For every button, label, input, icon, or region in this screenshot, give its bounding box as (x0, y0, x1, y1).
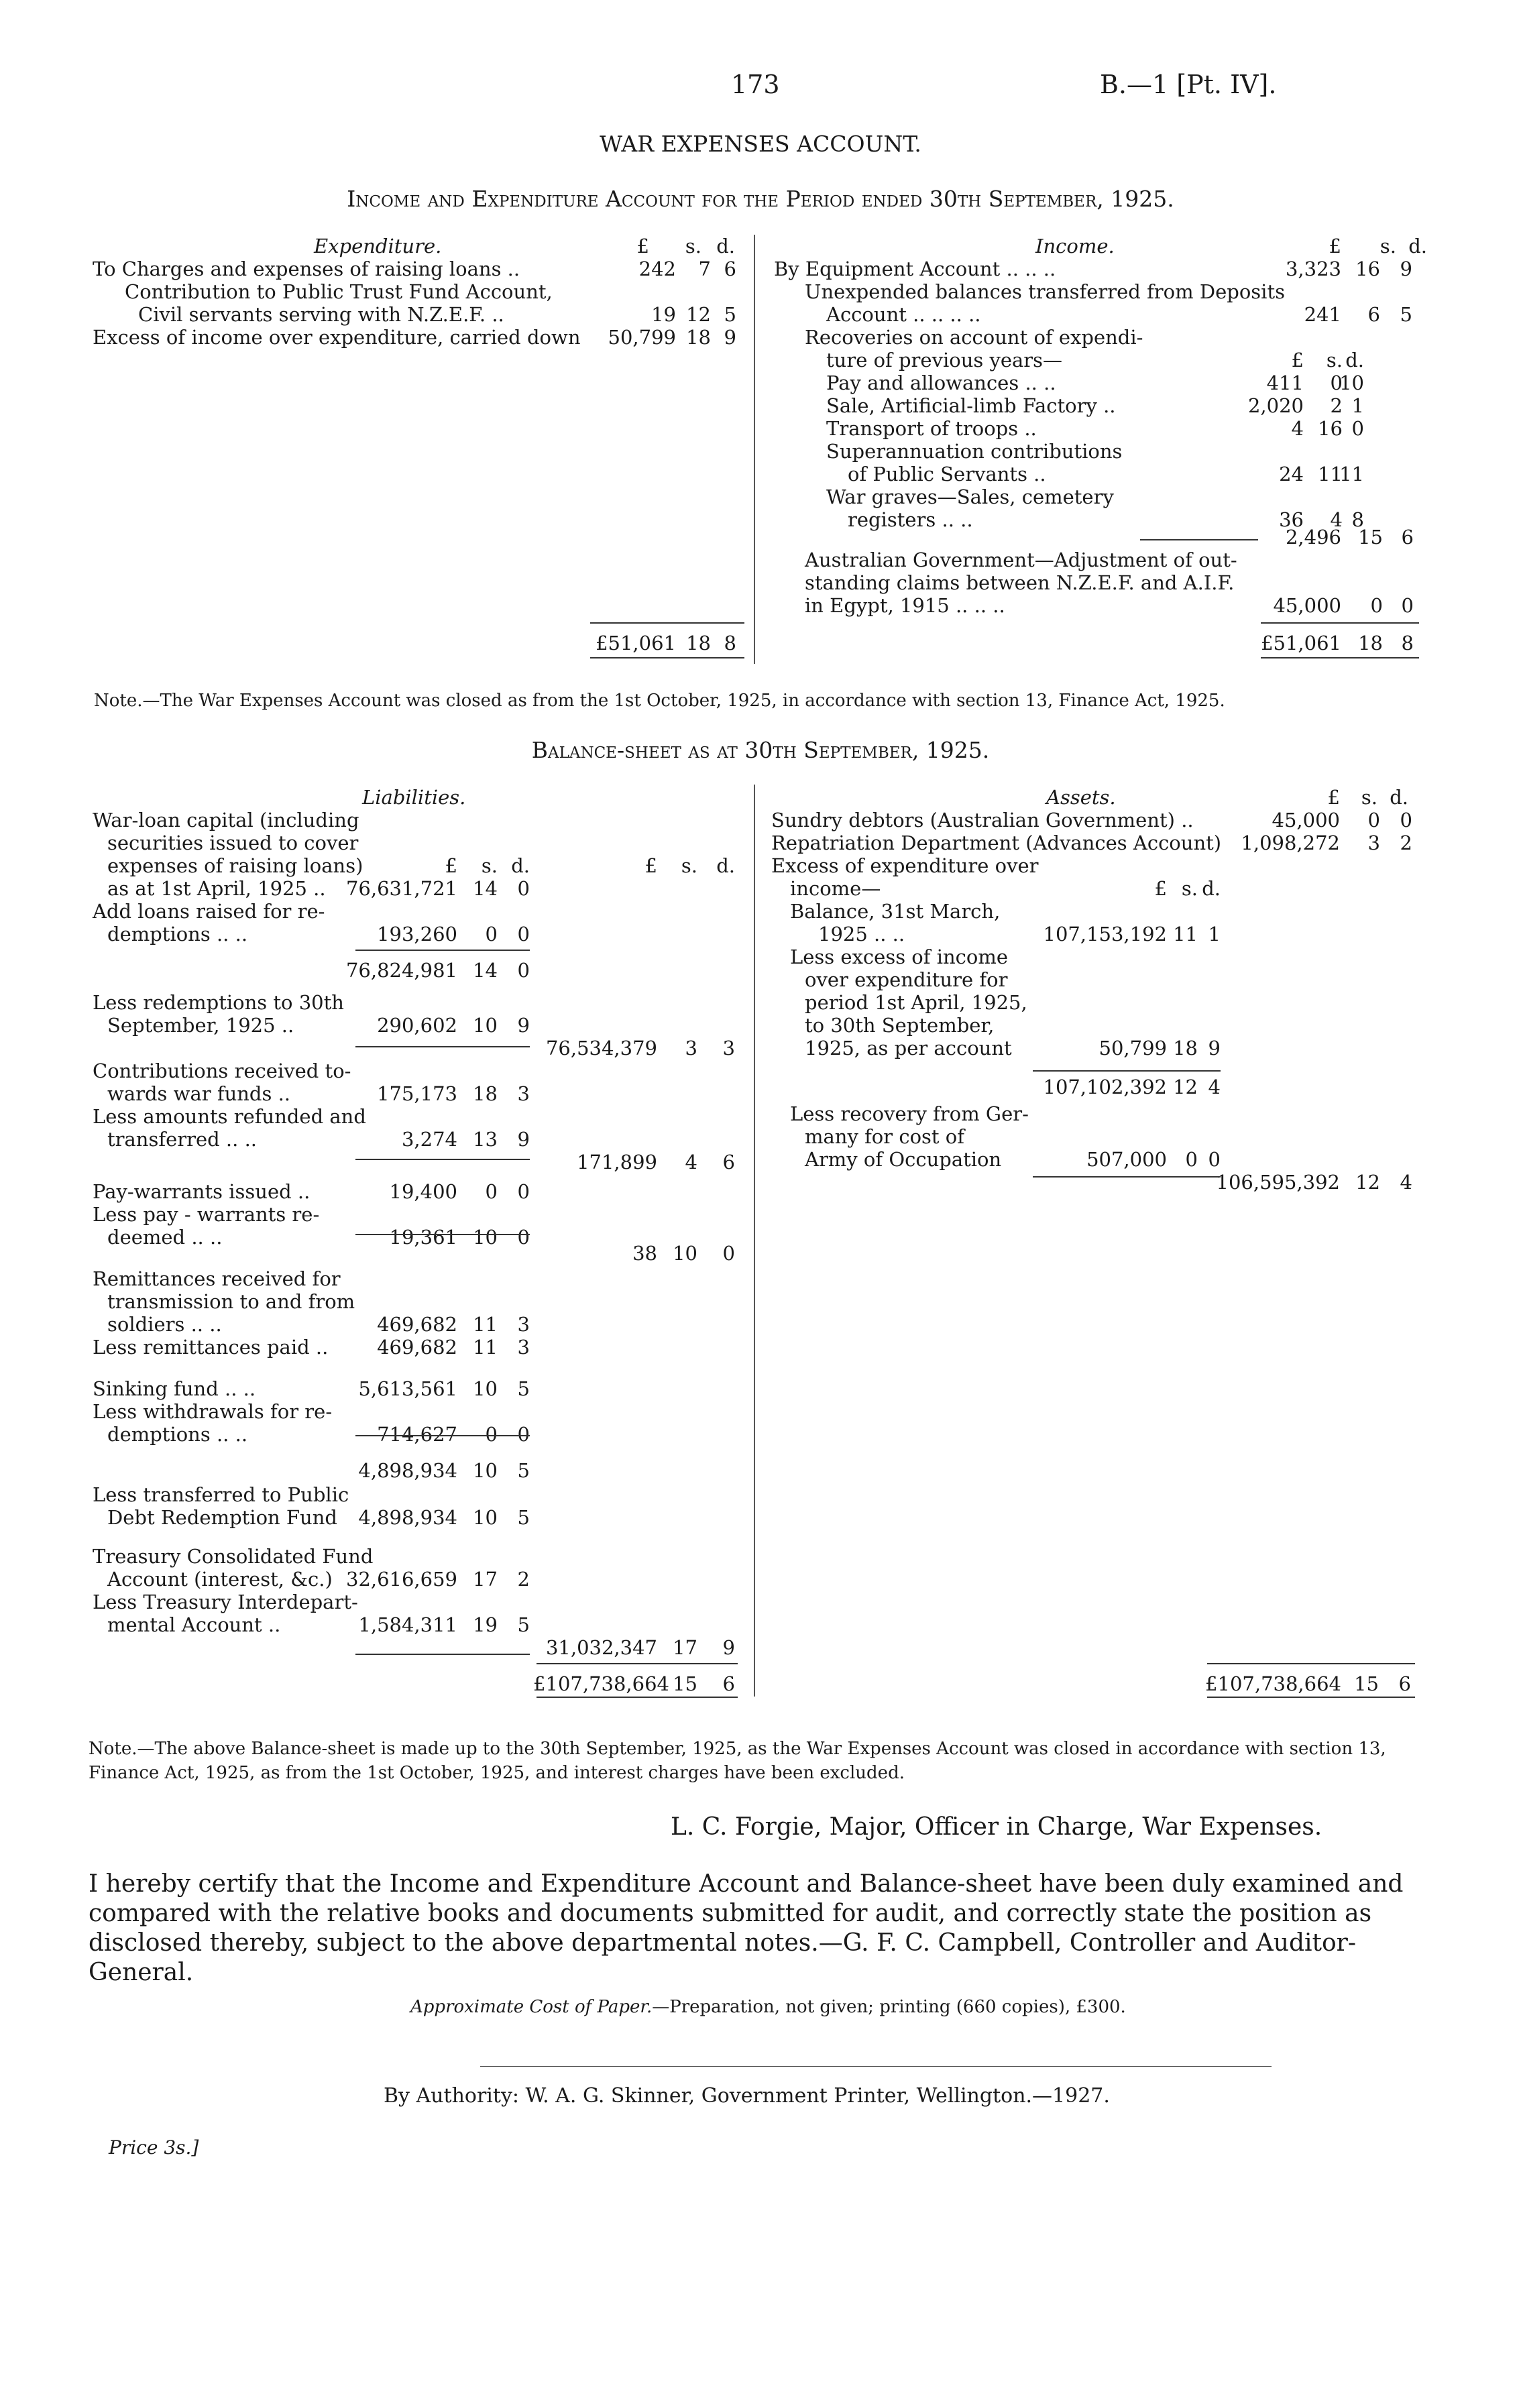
income-line: War graves—Sales, cemetery (826, 485, 1114, 508)
income-inner-pounds: 4 (1291, 417, 1304, 440)
australian-pounds: 45,000 (1273, 594, 1341, 617)
page-number: 173 (731, 70, 780, 99)
income-line: Sale, Artificial-limb Factory .. (826, 394, 1116, 417)
liability-inner-shillings: 14 (473, 877, 498, 900)
exp-col-pence: d. (716, 235, 735, 257)
liab-total-rule-top (537, 1663, 738, 1664)
income-inner-pounds: 36 (1279, 508, 1304, 531)
income-line: ture of previous years— (826, 349, 1063, 371)
asset-line: Sundry debtors (Australian Government) .. (771, 809, 1194, 832)
exp-col-pound: £ (636, 235, 649, 257)
expenditure-pence: 5 (724, 303, 736, 326)
liability-outer-shillings: s. (681, 854, 697, 877)
inc-col-shilling: s. (1379, 235, 1396, 257)
liabilities-heading: Liabilities. (362, 786, 466, 809)
income-shillings: 6 (1367, 303, 1380, 326)
liability-line: soldiers .. .. (107, 1313, 222, 1336)
liability-inner-pence: 0 (517, 877, 530, 900)
liability-inner-shillings: 14 (473, 959, 498, 982)
liab-total-pounds: £107,738,664 (533, 1672, 669, 1695)
expenditure-pence: 9 (724, 326, 736, 349)
assets-total-pence: 6 (1398, 1672, 1411, 1695)
asset-line: period 1st April, 1925, (805, 991, 1027, 1014)
asset-line: income— (790, 877, 881, 900)
asset-line: 1925 .. .. (818, 923, 905, 945)
asset-inner-shillings: 18 (1173, 1037, 1198, 1059)
liability-line: Account (interest, &c.) (107, 1568, 333, 1591)
printing-authority: By Authority: W. A. G. Skinner, Government Printer, Wellington.—1927. (384, 2084, 1110, 2108)
expenditure-line: Contribution to Public Trust Fund Account, (125, 280, 553, 303)
exp-total-pence: 8 (724, 632, 736, 654)
liability-inner-shillings: 10 (473, 1506, 498, 1529)
liability-inner-pence: d. (511, 854, 530, 877)
liability-inner-pence: 0 (517, 923, 530, 945)
liability-outer-pounds: 76,534,379 (545, 1037, 657, 1059)
asset-line: Excess of expenditure over (771, 854, 1039, 877)
liability-line: demptions .. .. (107, 1423, 248, 1446)
income-inner-shillings: 4 (1330, 508, 1343, 531)
liability-inner-pence: 0 (517, 1226, 530, 1249)
liability-subtotal-rule (355, 1234, 530, 1235)
inc-total-pounds: £51,061 (1261, 632, 1341, 654)
liab-total-rule-bottom (537, 1697, 738, 1698)
expenditure-shillings: 7 (698, 257, 711, 280)
cost-of-paper (410, 1997, 1126, 2017)
liability-inner-shillings: 18 (473, 1082, 498, 1105)
liability-inner-pounds: 5,613,561 (358, 1377, 457, 1400)
income-inner-pounds: 2,020 (1247, 394, 1304, 417)
liability-line: Less pay - warrants re- (93, 1203, 320, 1226)
expenditure-pounds: 19 (651, 303, 676, 326)
liability-inner-pence: 5 (517, 1377, 530, 1400)
assets-col-pence: d. (1390, 786, 1408, 809)
liability-inner-pounds: 714,627 (377, 1423, 457, 1446)
liability-line: Less Treasury Interdepart- (93, 1591, 358, 1613)
asset-inner-pounds: 107,102,392 (1043, 1076, 1167, 1098)
liability-inner-pounds: 469,682 (377, 1336, 457, 1359)
asset-inner-pence: 0 (1208, 1148, 1221, 1171)
recoveries-total-shillings: 15 (1358, 526, 1383, 549)
income-inner-pence: 10 (1339, 371, 1364, 394)
assets-heading: Assets. (1046, 786, 1116, 809)
income-inner-pence: 0 (1351, 417, 1364, 440)
liability-inner-shillings: 11 (473, 1336, 498, 1359)
liability-line: Less amounts refunded and (93, 1105, 366, 1128)
australian-shillings: 0 (1370, 594, 1383, 617)
income-pounds: 241 (1304, 303, 1341, 326)
liability-inner-pounds: 19,361 (389, 1226, 457, 1249)
authority-rule (480, 2066, 1272, 2067)
exp-total-shillings: 18 (686, 632, 711, 654)
liability-inner-pounds: 76,824,981 (345, 959, 457, 982)
liability-subtotal-rule (355, 950, 530, 951)
liability-inner-pounds: 76,631,721 (345, 877, 457, 900)
liability-inner-pence: 9 (517, 1014, 530, 1037)
liability-inner-pounds: 290,602 (377, 1014, 457, 1037)
assets-col-shilling: s. (1361, 786, 1377, 809)
liability-line: Contributions received to- (93, 1059, 351, 1082)
asset-inner-shillings: 11 (1173, 923, 1198, 945)
bs-center-divider (754, 785, 755, 1697)
liability-inner-shillings: 11 (473, 1313, 498, 1336)
asset-line: Less excess of income (790, 945, 1009, 968)
liability-outer-pounds: 171,899 (577, 1151, 657, 1173)
liability-inner-pounds: 175,173 (377, 1082, 457, 1105)
balance-sheet-title: Balance-sheet as at 30th September, 1925. (531, 737, 990, 763)
liability-inner-pounds: 32,616,659 (345, 1568, 457, 1591)
expenditure-pounds: 242 (638, 257, 676, 280)
asset-inner-pence: 4 (1208, 1076, 1221, 1098)
liability-inner-pounds: 1,584,311 (358, 1613, 457, 1636)
income-line: registers .. .. (848, 508, 973, 531)
income-line: Account .. .. .. .. (826, 303, 981, 326)
income-line: Transport of troops .. (826, 417, 1037, 440)
liability-subtotal-rule (355, 1159, 530, 1160)
income-shillings: 16 (1355, 257, 1380, 280)
liability-line: Sinking fund .. .. (93, 1377, 256, 1400)
exp-total-rule-bottom (590, 657, 744, 658)
expenditure-heading: Expenditure. (314, 235, 442, 257)
asset-outer-pounds: 1,098,272 (1241, 832, 1340, 854)
income-heading: Income. (1035, 235, 1115, 257)
liability-inner-shillings: 0 (485, 1180, 498, 1203)
liability-inner-shillings: 10 (473, 1459, 498, 1482)
recoveries-total-pounds: 2,496 (1285, 526, 1341, 549)
liability-subtotal-rule (355, 1435, 530, 1436)
asset-inner-pounds: 50,799 (1098, 1037, 1167, 1059)
asset-inner-pounds: £ (1154, 877, 1167, 900)
liability-line: Less withdrawals for re- (93, 1400, 333, 1423)
asset-inner-pounds: 507,000 (1086, 1148, 1167, 1171)
liability-outer-pence: d. (716, 854, 735, 877)
income-line: Superannuation contributions (826, 440, 1123, 463)
australian-line: standing claims between N.Z.E.F. and A.I.F. (805, 571, 1235, 594)
income-inner-pounds: £ (1291, 349, 1304, 371)
liability-inner-pounds: 19,400 (389, 1180, 457, 1203)
liability-line: Less transferred to Public (93, 1483, 349, 1506)
liability-subtotal-rule (355, 1046, 530, 1047)
liability-outer-pounds: £ (644, 854, 657, 877)
liability-inner-pounds: 469,682 (377, 1313, 457, 1336)
income-line: Unexpended balances transferred from Deposits (805, 280, 1285, 303)
income-inner-pence: 1 (1351, 394, 1364, 417)
asset-inner-rule (1033, 1176, 1221, 1178)
liability-outer-pence: 6 (722, 1151, 735, 1173)
liability-inner-shillings: 10 (473, 1377, 498, 1400)
liability-line: transmission to and from (107, 1290, 355, 1313)
australian-line: in Egypt, 1915 .. .. .. (805, 594, 1005, 617)
income-inner-pence: 11 (1339, 463, 1364, 485)
expenditure-line: Excess of income over expenditure, carried down (93, 326, 581, 349)
income-line: of Public Servants .. (848, 463, 1046, 485)
income-inner-pounds: 24 (1279, 463, 1304, 485)
liability-line: deemed .. .. (107, 1226, 223, 1249)
cost-label: Approximate Cost of Paper. (410, 1997, 653, 2017)
asset-inner-shillings: 0 (1185, 1148, 1198, 1171)
liability-line: mental Account .. (107, 1613, 281, 1636)
liability-inner-shillings: 19 (473, 1613, 498, 1636)
recoveries-total-pence: 6 (1401, 526, 1414, 549)
liability-inner-pence: 2 (517, 1568, 530, 1591)
liability-inner-shillings: s. (481, 854, 498, 877)
asset-inner-shillings: s. (1181, 877, 1198, 900)
liability-line: transferred .. .. (107, 1128, 258, 1151)
ie-account-title: Income and Expenditure Account for the Period ended 30th September, 1925. (347, 186, 1174, 212)
assets-total-rule-bottom (1207, 1697, 1415, 1698)
asset-line: Balance, 31st March, (790, 900, 1001, 923)
recoveries-rule (1140, 539, 1258, 540)
asset-inner-pence: 9 (1208, 1037, 1221, 1059)
asset-outer-pounds: 106,595,392 (1216, 1171, 1340, 1194)
asset-inner-pence: 1 (1208, 923, 1221, 945)
asset-line: Army of Occupation (805, 1148, 1002, 1171)
liability-inner-pence: 0 (517, 1180, 530, 1203)
liability-inner-pounds: 3,274 (401, 1128, 457, 1151)
liability-inner-pence: 0 (517, 1423, 530, 1446)
report-reference: B.—1 [Pt. IV]. (1100, 70, 1277, 99)
income-inner-pence: d. (1345, 349, 1364, 371)
liability-line: Pay-warrants issued .. (93, 1180, 311, 1203)
expenditure-shillings: 18 (686, 326, 711, 349)
audit-certification: I hereby certify that the Income and Expenditure Account and Balance-sheet have been duly examined and compared with the relative books and documents submitted for audit, and correctly state the position as disclosed thereby, subject to the above departmental notes.—G. F. C. Campbell, Controller and Auditor-General. (89, 1870, 1404, 1986)
asset-outer-shillings: 12 (1355, 1171, 1380, 1194)
liability-line: wards war funds .. (107, 1082, 291, 1105)
liability-inner-pence: 5 (517, 1506, 530, 1529)
income-line: Pay and allowances .. .. (826, 371, 1056, 394)
assets-total-shillings: 15 (1354, 1672, 1379, 1695)
liability-line: Remittances received for (93, 1267, 341, 1290)
liability-inner-pounds: 193,260 (377, 923, 457, 945)
exp-total-pounds: £51,061 (596, 632, 676, 654)
liability-inner-shillings: 0 (485, 923, 498, 945)
liability-line: as at 1st April, 1925 .. (107, 877, 326, 900)
liability-inner-pence: 0 (517, 959, 530, 982)
asset-inner-shillings: 12 (1173, 1076, 1198, 1098)
assets-total-pounds: £107,738,664 (1205, 1672, 1341, 1695)
liability-line: expenses of raising loans) (107, 854, 363, 877)
liability-outer-shillings: 3 (685, 1037, 697, 1059)
liability-inner-pounds: 4,898,934 (358, 1459, 457, 1482)
asset-outer-pence: 4 (1400, 1171, 1412, 1194)
liab-total-shillings: 15 (673, 1672, 697, 1695)
inc-total-shillings: 18 (1358, 632, 1383, 654)
liability-inner-pence: 3 (517, 1313, 530, 1336)
expenditure-line: Civil servants serving with N.Z.E.F. .. (138, 303, 504, 326)
liability-inner-pounds: 4,898,934 (358, 1506, 457, 1529)
inc-col-pence: d. (1408, 235, 1427, 257)
liability-inner-pence: 3 (517, 1082, 530, 1105)
liability-inner-shillings: 13 (473, 1128, 498, 1151)
income-inner-shillings: 16 (1318, 417, 1343, 440)
asset-line: Less recovery from Ger- (790, 1102, 1029, 1125)
liability-outer-shillings: 17 (673, 1636, 697, 1659)
liability-line: demptions .. .. (107, 923, 248, 945)
liability-inner-pence: 5 (517, 1459, 530, 1482)
liability-subtotal-rule (355, 1654, 530, 1655)
liability-inner-pounds: £ (445, 854, 457, 877)
assets-col-pound: £ (1327, 786, 1340, 809)
income-inner-pence: 8 (1351, 508, 1364, 531)
liability-line: Add loans raised for re- (93, 900, 325, 923)
liability-inner-shillings: 10 (473, 1014, 498, 1037)
expenditure-line: To Charges and expenses of raising loans .. (93, 257, 520, 280)
expenditure-shillings: 12 (686, 303, 711, 326)
note-closure: Note.—The War Expenses Account was closed as from the 1st October, 1925, in accordance with section 13, Finance Act, 1925. (94, 691, 1225, 711)
asset-line: over expenditure for (805, 968, 1008, 991)
income-inner-shillings: 0 (1330, 371, 1343, 394)
income-inner-pounds: 411 (1266, 371, 1304, 394)
inc-total-rule-top (1261, 622, 1419, 624)
income-inner-shillings: 11 (1318, 463, 1343, 485)
inc-total-pence: 8 (1401, 632, 1414, 654)
income-pounds: 3,323 (1285, 257, 1341, 280)
cost-text: —Preparation, not given; printing (660 copies), £300. (652, 1997, 1126, 2017)
liability-line: War-loan capital (including (93, 809, 359, 832)
liability-inner-pence: 5 (517, 1613, 530, 1636)
asset-outer-pence: 2 (1400, 832, 1412, 854)
asset-outer-shillings: 0 (1367, 809, 1380, 832)
liability-outer-shillings: 10 (673, 1242, 697, 1265)
liability-outer-pounds: 38 (632, 1242, 657, 1265)
asset-outer-shillings: 3 (1367, 832, 1380, 854)
liability-line: Less remittances paid .. (93, 1336, 329, 1359)
asset-subtotal-rule (1033, 1070, 1221, 1072)
asset-inner-pence: d. (1202, 877, 1221, 900)
income-inner-shillings: 2 (1330, 394, 1343, 417)
price: Price 3s.] (109, 2136, 199, 2159)
expenditure-pence: 6 (724, 257, 736, 280)
signature-officer: L. C. Forgie, Major, Officer in Charge, War Expenses. (671, 1813, 1322, 1841)
liab-total-pence: 6 (722, 1672, 735, 1695)
inc-total-rule-bottom (1261, 657, 1419, 658)
liability-line: Debt Redemption Fund (107, 1506, 337, 1529)
asset-inner-pounds: 107,153,192 (1043, 923, 1167, 945)
liability-inner-pence: 9 (517, 1128, 530, 1151)
liability-inner-pence: 3 (517, 1336, 530, 1359)
liability-line: September, 1925 .. (107, 1014, 294, 1037)
liability-line: securities issued to cover (107, 832, 359, 854)
income-pence: 9 (1400, 257, 1412, 280)
liability-outer-shillings: 4 (685, 1151, 697, 1173)
income-inner-shillings: s. (1326, 349, 1343, 371)
asset-line: Repatriation Department (Advances Account) (771, 832, 1222, 854)
exp-total-rule-top (590, 622, 744, 624)
asset-outer-pence: 0 (1400, 809, 1412, 832)
note-balance-sheet: Note.—The above Balance-sheet is made up to the 30th September, 1925, as the War Expenses Account was closed in accordance with section 13, Finance Act, 1925, as from the 1st October, 1925, and interest charges have been excluded. (89, 1739, 1386, 1783)
inc-col-pound: £ (1329, 235, 1341, 257)
australian-pence: 0 (1401, 594, 1414, 617)
assets-total-rule-top (1207, 1663, 1415, 1664)
liability-outer-pence: 0 (722, 1242, 735, 1265)
liability-inner-shillings: 10 (473, 1226, 498, 1249)
income-pence: 5 (1400, 303, 1412, 326)
liability-outer-pence: 3 (722, 1037, 735, 1059)
ie-center-divider (754, 235, 755, 664)
income-line: Recoveries on account of expendi- (805, 326, 1143, 349)
liability-line: Treasury Consolidated Fund (93, 1545, 374, 1568)
asset-line: to 30th September, (805, 1014, 995, 1037)
income-line: By Equipment Account .. .. .. (774, 257, 1056, 280)
liability-inner-shillings: 17 (473, 1568, 498, 1591)
liability-outer-pence: 9 (722, 1636, 735, 1659)
document-title: WAR EXPENSES ACCOUNT. (600, 131, 921, 157)
asset-outer-pounds: 45,000 (1272, 809, 1340, 832)
liability-outer-pounds: 31,032,347 (545, 1636, 657, 1659)
liability-line: Less redemptions to 30th (93, 991, 344, 1014)
australian-line: Australian Government—Adjustment of out- (805, 549, 1237, 571)
asset-line: many for cost of (805, 1125, 964, 1148)
expenditure-pounds: 50,799 (608, 326, 676, 349)
asset-line: 1925, as per account (805, 1037, 1012, 1059)
exp-col-shilling: s. (685, 235, 701, 257)
liability-inner-shillings: 0 (485, 1423, 498, 1446)
